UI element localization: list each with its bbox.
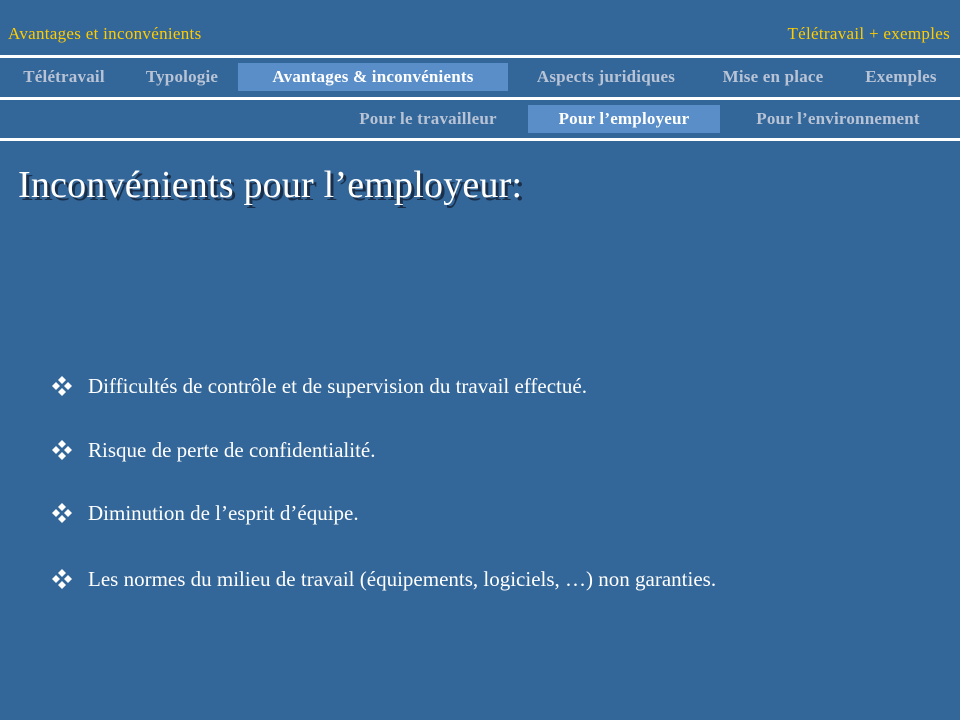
bullet-text: Diminution de l’esprit d’équipe. (88, 501, 359, 525)
list-item (52, 437, 952, 467)
nav-teletravail[interactable]: Télétravail (23, 67, 105, 86)
bullet-text: Les normes du milieu de travail (équipements, logiciels, …) non garanties. (88, 567, 717, 591)
slide-title: Inconvénients pour l’employeur: (18, 164, 523, 206)
bullet-text: Difficultés de contrôle et de supervision du travail effectué. (88, 374, 587, 398)
nav-typologie[interactable]: Typologie (145, 67, 219, 86)
nav-avantages-inconvenients[interactable]: Avantages & inconvénients (238, 63, 508, 91)
subnav-pour-l-environnement[interactable]: Pour l’environnement (756, 109, 920, 128)
list-item (52, 566, 952, 596)
nav-aspects-juridiques[interactable]: Aspects juridiques (536, 67, 676, 86)
four-diamond-bullet-icon (52, 503, 72, 523)
subnav-pour-l-employeur[interactable]: Pour l’employeur (528, 105, 720, 133)
presentation-title: Télétravail + exemples (787, 24, 950, 43)
bullet-text: Risque de perte de confidentialité. (88, 438, 376, 462)
subnav-pour-le-travailleur[interactable]: Pour le travailleur (359, 109, 497, 128)
four-diamond-bullet-icon (52, 440, 72, 460)
list-item (52, 373, 952, 403)
four-diamond-bullet-icon (52, 376, 72, 396)
four-diamond-bullet-icon (52, 569, 72, 589)
nav-exemples[interactable]: Exemples (865, 67, 937, 86)
nav-mise-en-place[interactable]: Mise en place (722, 67, 824, 86)
section-breadcrumb: Avantages et inconvénients (8, 24, 202, 43)
list-item (52, 500, 952, 530)
